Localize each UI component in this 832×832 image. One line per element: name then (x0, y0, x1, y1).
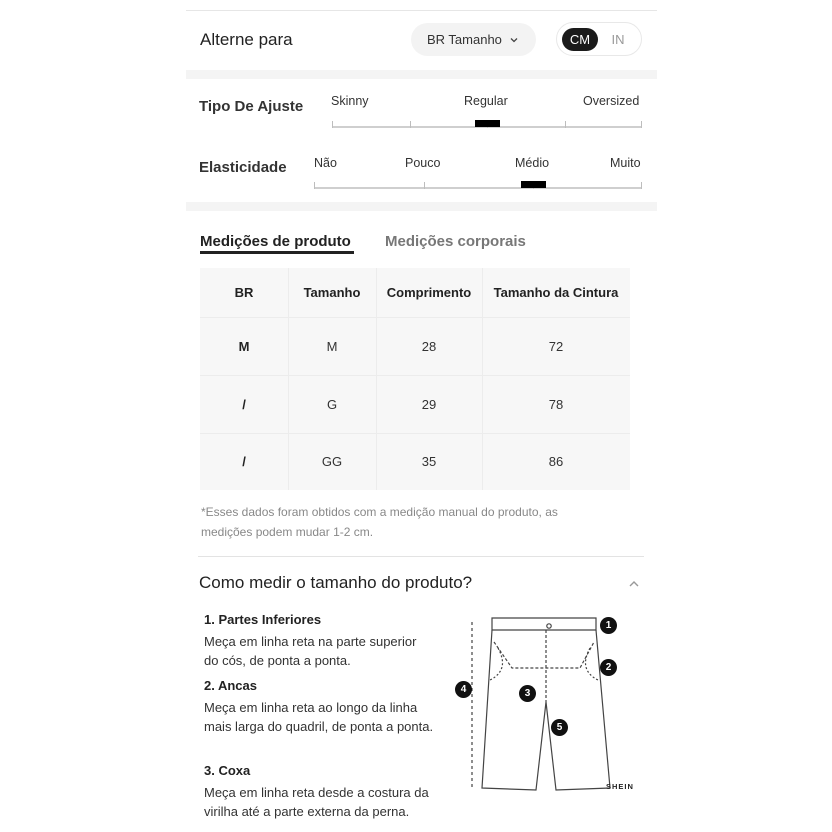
fit-option-oversized: Oversized (583, 94, 640, 108)
table-cell-br: / (242, 396, 246, 412)
fit-selected-marker (475, 120, 500, 127)
elasticity-option-pouco: Pouco (405, 156, 441, 170)
section-separator (186, 202, 657, 211)
top-divider (186, 10, 657, 11)
table-cell-length: 35 (421, 454, 437, 469)
table-header-length: Comprimento (386, 285, 472, 300)
table-cell-waist: 78 (548, 396, 564, 412)
table-cell-length: 28 (421, 338, 437, 354)
shorts-measurement-diagram (450, 610, 640, 832)
shorts-outline-icon (472, 618, 610, 790)
elasticity-tick (424, 182, 425, 189)
table-cell-waist: 72 (548, 338, 564, 354)
table-header-br: BR (234, 285, 254, 300)
fit-option-skinny: Skinny (331, 94, 369, 108)
size-system-dropdown[interactable] (411, 23, 536, 56)
elasticity-option-muito: Muito (610, 156, 641, 170)
step-1-text: Meça em linha reta na parte superior do cós, de ponta a ponta. (204, 634, 417, 668)
toggle-label: Alterne para (200, 30, 293, 49)
table-cell-length: 29 (421, 396, 437, 412)
fit-tick (410, 121, 411, 128)
elasticity-tick (641, 182, 642, 189)
section-separator (186, 70, 657, 79)
fit-tick (565, 121, 566, 128)
step-3-title: 3. Coxa (204, 763, 251, 778)
step-3-text: Meça em linha reta desde a costura da virilha até a parte externa da perna. (204, 785, 429, 819)
table-cell-size: M (326, 338, 338, 354)
brand-watermark: SHEIN (606, 782, 634, 791)
marker-5-badge: 5 (551, 719, 568, 736)
how-to-measure-title[interactable]: Como medir o tamanho do produto? (199, 573, 473, 592)
fit-title: Tipo De Ajuste (199, 98, 304, 115)
marker-4-badge: 4 (455, 681, 472, 698)
table-cell-waist: 86 (548, 454, 564, 469)
marker-1-badge: 1 (600, 617, 617, 634)
table-cell-br: M (238, 338, 250, 354)
active-tab-underline (200, 251, 354, 254)
marker-2-badge: 2 (600, 659, 617, 676)
table-cell-size: G (326, 396, 338, 412)
unit-cm-button[interactable]: CM (562, 28, 598, 51)
step-1-title: 1. Partes Inferiores (204, 612, 322, 627)
unit-in-button[interactable]: IN (611, 32, 625, 47)
size-system-label: BR Tamanho (427, 32, 502, 47)
elasticity-tick (314, 182, 315, 189)
marker-3-badge: 3 (519, 685, 536, 702)
chevron-down-icon (509, 35, 519, 45)
step-2-text: Meça em linha reta ao longo da linha mais larga do quadril, de ponta a ponta. (204, 700, 434, 734)
section-divider (198, 556, 644, 557)
elasticity-option-nao: Não (314, 156, 337, 170)
measurement-note: *Esses dados foram obtidos com a medição manual do produto, as medições podem mudar 1-2 cm. (201, 505, 558, 539)
fit-tick (332, 121, 333, 128)
elasticity-title: Elasticidade (199, 159, 287, 176)
step-2-title: 2. Ancas (204, 678, 257, 693)
table-cell-size: GG (321, 454, 343, 469)
tab-product-measurements[interactable]: Medições de produto (200, 233, 351, 250)
tab-body-measurements[interactable]: Medições corporais (385, 233, 526, 250)
fit-tick (641, 121, 642, 128)
elasticity-scale-track (314, 187, 642, 189)
chevron-up-icon[interactable] (627, 577, 641, 591)
elasticity-option-medio: Médio (515, 156, 550, 170)
elasticity-selected-marker (521, 181, 546, 188)
table-header-size: Tamanho (303, 285, 361, 300)
table-header-waist: Tamanho da Cintura (493, 285, 619, 300)
fit-option-regular: Regular (464, 94, 508, 108)
table-cell-br: / (242, 454, 246, 469)
